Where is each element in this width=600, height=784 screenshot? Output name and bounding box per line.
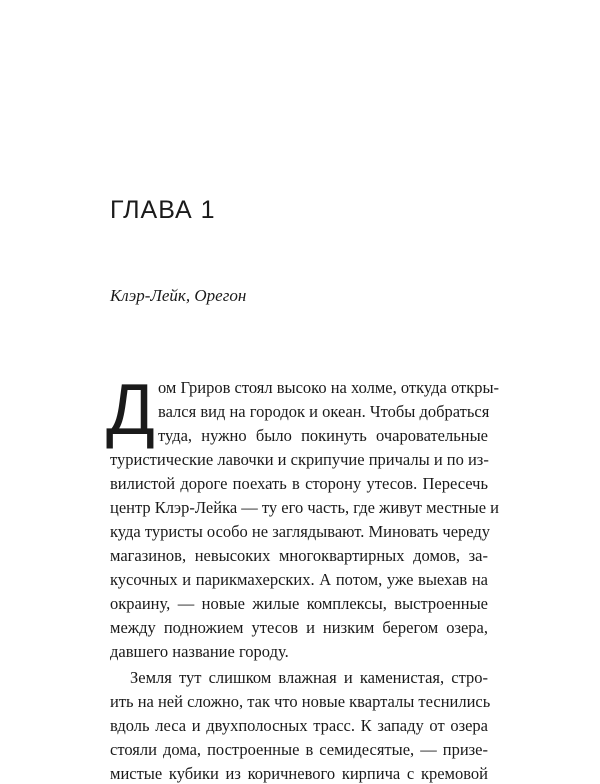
text-line: вилистой дороге поехать в сторону утесов. Пересечь (110, 474, 488, 493)
text-line: мистые кубики из коричневого кирпича с кремовой (110, 764, 488, 783)
text-line: туда, нужно было покинуть очаровательные (158, 426, 488, 445)
text-line: вдоль леса и двухполосных трасс. К западу от озера (110, 716, 488, 735)
text-line: магазинов, невысоких многоквартирных домов, за- (110, 546, 488, 565)
text-line: стояли дома, построенные в семидесятые, — призе- (110, 740, 488, 759)
text-line: окраину, — новые жилые комплексы, выстроенные (110, 594, 488, 613)
text-line: вался вид на городок и океан. Чтобы добраться (158, 402, 490, 421)
text-line: давшего название городу. (110, 642, 289, 661)
text-line: между подножием утесов и низким берегом озера, (110, 618, 488, 637)
text-line: Земля тут слишком влажная и каменистая, стро- (130, 668, 488, 687)
text-line: куда туристы особо не заглядывают. Миновать череду (110, 522, 491, 541)
text-line: кусочных и парикмахерских. А потом, уже выехав на (110, 570, 488, 589)
drop-cap: Д (106, 370, 155, 450)
text-line: туристические лавочки и скрипучие причалы и по из- (110, 450, 489, 469)
text-line: центр Клэр-Лейка — ту его часть, где живут местные и (110, 498, 499, 517)
chapter-heading: ГЛАВА 1 (110, 196, 216, 224)
text-line: ом Гриров стоял высоко на холме, откуда откры- (158, 378, 500, 397)
text-line: ить на ней сложно, так что новые кварталы теснились (110, 692, 491, 711)
chapter-location: Клэр-Лейк, Орегон (110, 286, 247, 305)
